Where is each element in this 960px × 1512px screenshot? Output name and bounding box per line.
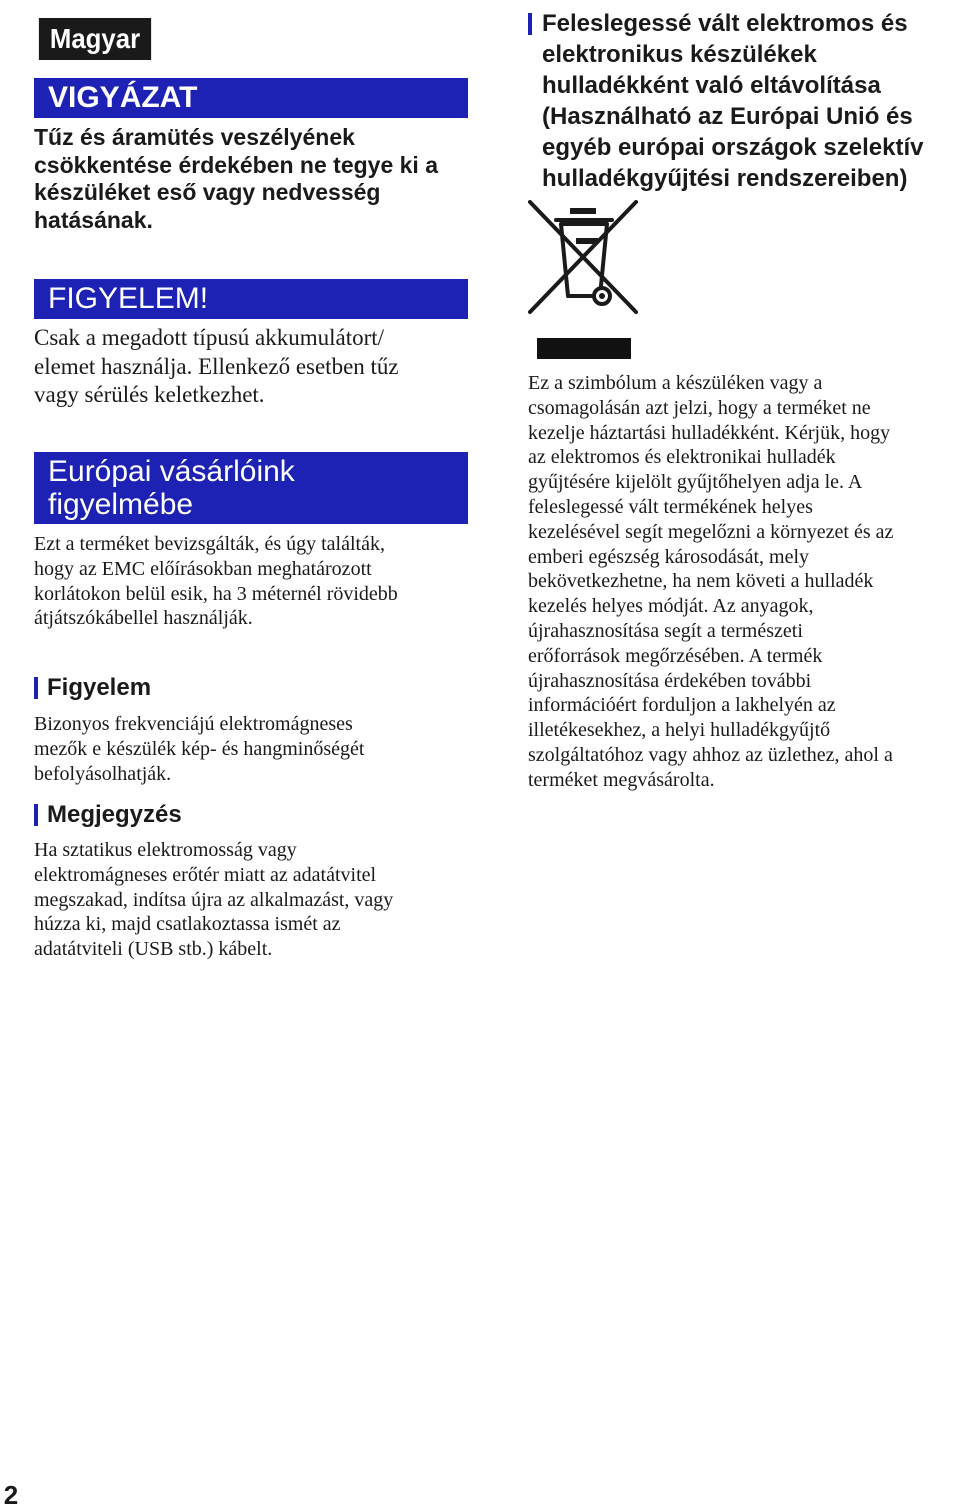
eu-line: Ezt a terméket bevizsgálták, és úgy találták, — [34, 533, 385, 555]
figyelem-note-line: befolyásolhatják. — [34, 762, 172, 785]
figyelem-note-title: Figyelem — [47, 674, 152, 701]
disposal-line: illetékesekhez, a helyi hulladékgyűjtő — [528, 719, 831, 742]
disposal-heading-line: elektronikus készülékek — [542, 41, 817, 68]
disposal-heading-line: (Használható az Európai Unió és — [542, 103, 913, 130]
megjegyzes-line: megszakad, indítsa újra az alkalmazást, vagy — [34, 888, 394, 911]
vigyazat-line: készüléket eső vagy nedvesség — [34, 179, 381, 205]
black-bar-symbol — [537, 338, 631, 359]
section-marker — [34, 804, 38, 826]
megjegyzes-line: Ha sztatikus elektromosság vagy — [34, 839, 297, 861]
section-marker — [528, 13, 532, 35]
disposal-line: szolgáltatóhoz vagy ahhoz az üzlethez, ahol a — [528, 743, 893, 766]
disposal-line: kezelés helyes módját. Az anyagok, — [528, 595, 814, 618]
disposal-heading-line: hulladékgyűjtési rendszereiben) — [542, 165, 908, 192]
megjegyzes-line: húzza ki, majd csatlakoztassa ismét az — [34, 913, 341, 936]
disposal-line: információért forduljon a lakhelyén az — [528, 694, 836, 717]
figyelem-line: elemet használja. Ellenkező esetben tűz — [34, 353, 399, 379]
vigyazat-text — [34, 124, 468, 234]
page-number: 2 — [3, 1480, 19, 1510]
figyelem-line: vagy sérülés keletkezhet. — [34, 382, 265, 407]
eu-line: korlátokon belül esik, ha 3 méternél rövidebb — [34, 582, 398, 605]
disposal-line: kezelésével segít megelőzni a környezet és az — [528, 520, 894, 543]
disposal-line: emberi egészség károsodását, mely — [528, 545, 810, 568]
megjegyzes-line: adatátviteli (USB stb.) kábelt. — [34, 938, 273, 961]
eu-buyers-heading — [34, 452, 468, 524]
disposal-line: bekövetkezhetne, ha nem követi a hulladék — [528, 570, 874, 593]
figyelem-note-line: Bizonyos frekvenciájú elektromágneses — [34, 713, 353, 735]
vigyazat-line: csökkentése érdekében ne tegye ki a — [34, 151, 438, 178]
disposal-line: gyűjtésére kijelölt gyűjtőhelyen adja le. A — [528, 471, 863, 494]
disposal-heading-line: hulladékként való eltávolítása — [542, 72, 881, 99]
vigyazat-line: Tűz és áramütés veszélyének — [34, 124, 355, 150]
disposal-heading-line: Feleslegessé vált elektromos és — [542, 10, 908, 37]
eu-heading-line: figyelmébe — [48, 488, 194, 521]
crossed-out-wheelie-bin-icon — [528, 200, 638, 316]
disposal-heading — [528, 8, 958, 194]
megjegyzes-line: elektromágneses erőtér miatt az adatátvitel — [34, 863, 377, 886]
eu-buyers-text — [34, 532, 474, 631]
disposal-line: terméket megvásárolta. — [528, 768, 715, 791]
eu-line: átjátszókábellel használják. — [34, 607, 253, 630]
disposal-heading-line: egyéb európai országok szelektív — [542, 134, 924, 161]
disposal-line: csomagolásán azt jelzi, hogy a terméket ne — [528, 396, 871, 419]
disposal-line: kezelje háztartási hulladékként. Kérjük, hogy — [528, 421, 891, 444]
megjegyzes-heading — [34, 800, 182, 830]
section-marker — [34, 677, 38, 699]
figyelem-note-heading — [34, 673, 151, 703]
vigyazat-heading: VIGYÁZAT — [34, 78, 468, 118]
language-tab: Magyar — [39, 18, 151, 60]
disposal-text — [528, 371, 958, 793]
vigyazat-line: hatásának. — [34, 206, 153, 233]
figyelem-line: Csak a megadott típusú akkumulátort/ — [34, 325, 385, 350]
eu-line: hogy az EMC előírásokban meghatározott — [34, 557, 372, 580]
disposal-line: az elektromos és elektronikai hulladék — [528, 446, 836, 469]
disposal-line: erőforrások megőrzésében. A termék — [528, 644, 823, 667]
figyelem-note-text — [34, 712, 474, 786]
megjegyzes-title: Megjegyzés — [47, 801, 182, 828]
figyelem-heading: FIGYELEM! — [34, 279, 468, 319]
figyelem-note-line: mezők e készülék kép- és hangminőségét — [34, 737, 365, 760]
disposal-line: újrahasznosítása segít a természeti — [528, 619, 803, 642]
disposal-line: újrahasznosítása érdekében további — [528, 669, 812, 692]
disposal-line: Ez a szimbólum a készüléken vagy a — [528, 372, 823, 394]
megjegyzes-text — [34, 838, 474, 962]
disposal-line: feleslegessé vált termékének helyes — [528, 495, 813, 518]
eu-heading-line: Európai vásárlóink — [48, 455, 295, 488]
figyelem-text — [34, 324, 468, 410]
